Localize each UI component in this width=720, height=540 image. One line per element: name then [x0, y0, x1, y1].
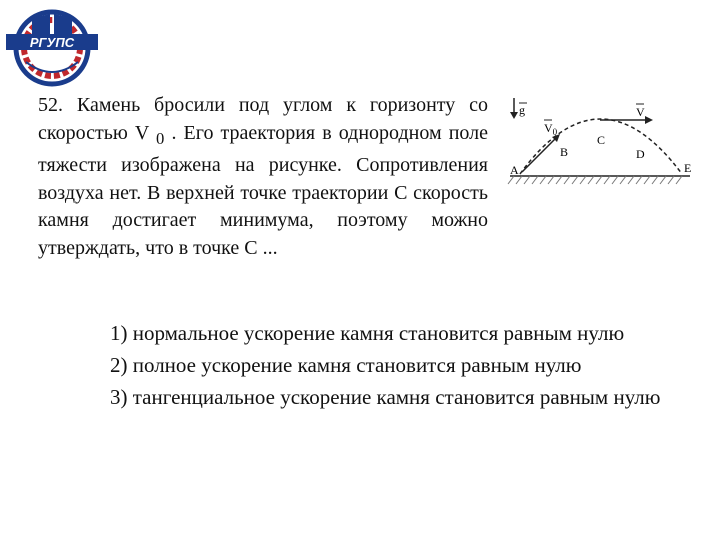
question-text-before: Камень бросили под углом к горизонту со скоростью V [38, 94, 489, 144]
logo-text: РГУПС [29, 35, 75, 50]
v-label: V [636, 105, 645, 119]
answer-option-2[interactable]: 2) полное ускорение камня становится равным нулю [110, 353, 582, 377]
answer-option-1[interactable]: 1) нормальное ускорение камня становится равным нулю [110, 321, 625, 345]
point-c-label: C [597, 133, 606, 147]
gravity-arrow-icon [510, 98, 518, 119]
question-text [38, 92, 488, 262]
trajectory-figure [500, 94, 700, 186]
v0-arrow-icon [522, 134, 560, 172]
v0-subscript: 0 [552, 127, 558, 137]
v0-letter: V [544, 121, 553, 135]
question-text-after: . Его траектория в однородном поле тяжести изображена на рисунке. Сопротивления воздуха нет. В верхней точке траектории C скорость камня достигает минимума, поэтому можно утверждать, что в точке C ... [38, 121, 489, 259]
question-number: 52. [38, 94, 63, 116]
v-arrow-icon [600, 116, 653, 124]
point-e-label: E [684, 161, 692, 175]
point-d-label: D [636, 147, 645, 161]
answer-list [38, 317, 698, 413]
point-a-label: A [510, 163, 519, 177]
v0-label [544, 121, 558, 137]
question-subscript: 0 [156, 128, 165, 148]
point-b-label: B [560, 145, 569, 159]
university-logo [2, 4, 102, 88]
gravity-label: g [519, 103, 525, 117]
answer-option-3[interactable]: 3) тангенциальное ускорение камня становится равным нулю [110, 385, 661, 409]
